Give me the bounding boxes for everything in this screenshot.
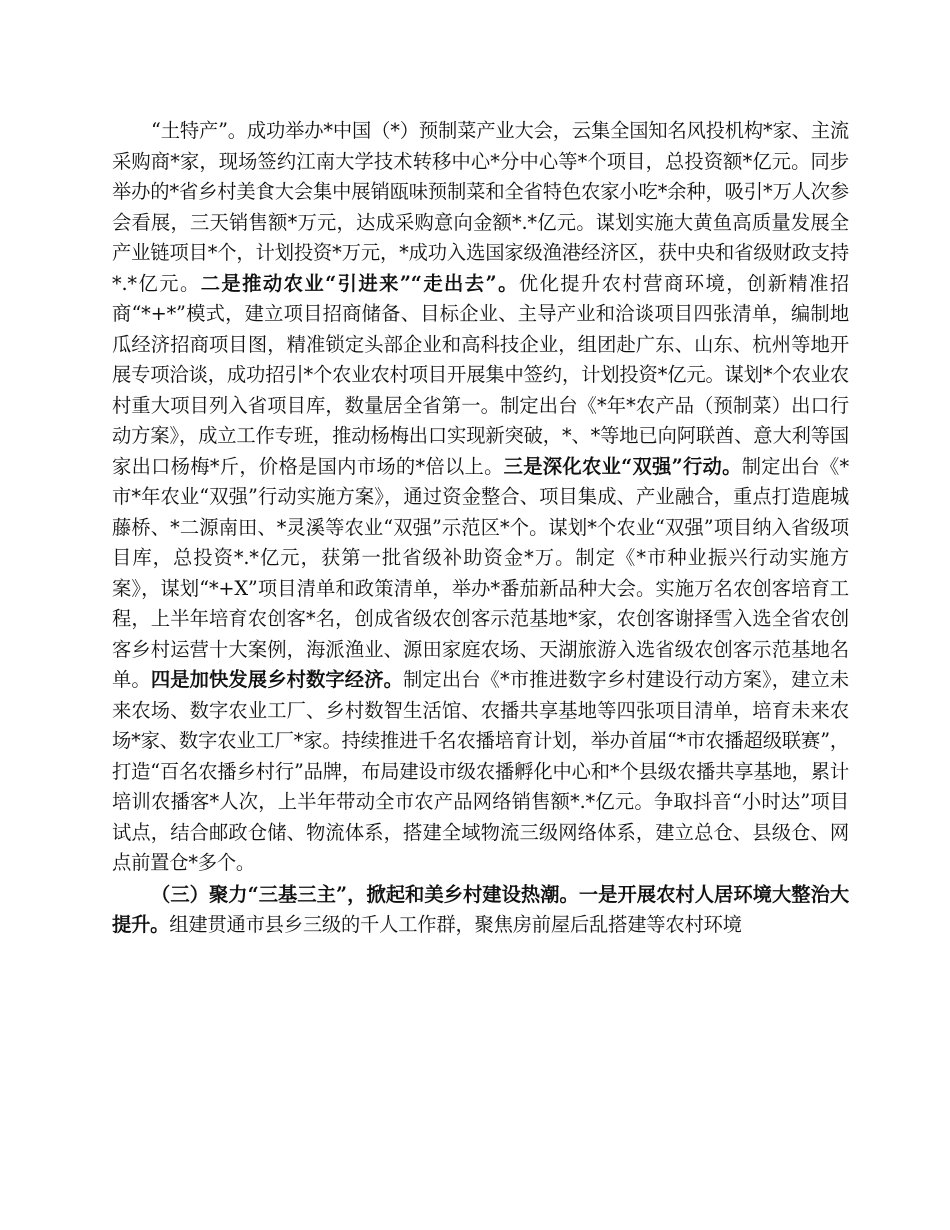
text-run: 组建贯通市县乡三级的千人工作群，聚焦房前屋后乱搭建等农村环境 [169,913,742,936]
text-run: “土特产”。成功举办*中国（*）预制菜产业大会，云集全国知名风投机构*家、主流采购商*家，现场签约江南大学技术转移中心*分中心等*个项目，总投资额*亿元。同步举办的*省乡村美食大会集中展销瓯味预制菜和全省特色农家小吃*余种，吸引*万人次参会看展，三天销售额*万元，达成采购意向金额*.*亿元。谋划实施大黄鱼高质量发展全产业链项目*个，计划投资*万元，*成功入选国家级渔港经济区，获中央和省级财政支持*.*亿元。 [112,119,849,295]
section-heading-run: （三）聚力“三基三主”，掀起和美乡村建设热潮。一是开展农村人居环境大整治大提升。 [112,882,849,936]
paragraph-section-three [112,880,849,941]
text-run: 制定出台《*市推进数字乡村建设行动方案》，建立未来农场、数字农业工厂、乡村数智生活馆、农播共享基地等四张项目清单，培育未来农场*家、数字农业工厂*家。持续推进千名农播培育计划，举办首届“*市农播超级联赛”，打造“百名农播乡村行”品牌，布局建设市级农播孵化中心和*个县级农播共享基地，累计培训农播客*人次，上半年带动全市农产品网络销售额*.*亿元。争取抖音“小时达”项目试点，结合邮政仓储、物流体系，搭建全域物流三级网络体系，建立总仓、县级仓、网点前置仓*多个。 [112,668,849,874]
text-run: 优化提升农村营商环境，创新精准招商“*+*”模式，建立项目招商储备、目标企业、主导产业和洽谈项目四张清单，编制地瓜经济招商项目图，精准锁定头部企业和高科技企业，组团赴广东、山东、杭州等地开展专项洽谈，成功招引*个农业农村项目开展集中签约，计划投资*亿元。谋划*个农业农村重大项目列入省项目库，数量居全省第一。制定出台《*年*农产品（预制菜）出口行动方案》，成立工作专班，推动杨梅出口实现新突破，*、*等地已向阿联酋、意大利等国家出口杨梅*斤，价格是国内市场的*倍以上。 [112,271,849,478]
bold-heading-run: 三是深化农业“双强”行动。 [503,454,742,478]
bold-heading-run: 四是加快发展乡村数字经济。 [150,668,404,691]
document-body [112,116,849,941]
bold-heading-run: 二是推动农业“引进来”“走出去”。 [200,271,519,295]
text-run: 制定出台《*市*年农业“双强”行动实施方案》，通过资金整合、项目集成、产业融合，重点打造鹿城藤桥、*二源南田、*灵溪等农业“双强”示范区*个。谋划*个农业“双强”项目纳入省级项目库，总投资*.*亿元，获第一批省级补助资金*万。制定《*市种业振兴行动实施方案》，谋划“*+X”项目清单和政策清单，举办*番茄新品种大会。实施万名农创客培育工程，上半年培育农创客*名，创成省级农创客示范基地*家，农创客谢择雪入选全省农创客乡村运营十大案例，海派渔业、源田家庭农场、天湖旅游入选省级农创客示范基地名单。 [112,454,849,691]
paragraph-agriculture-industry [112,116,849,879]
